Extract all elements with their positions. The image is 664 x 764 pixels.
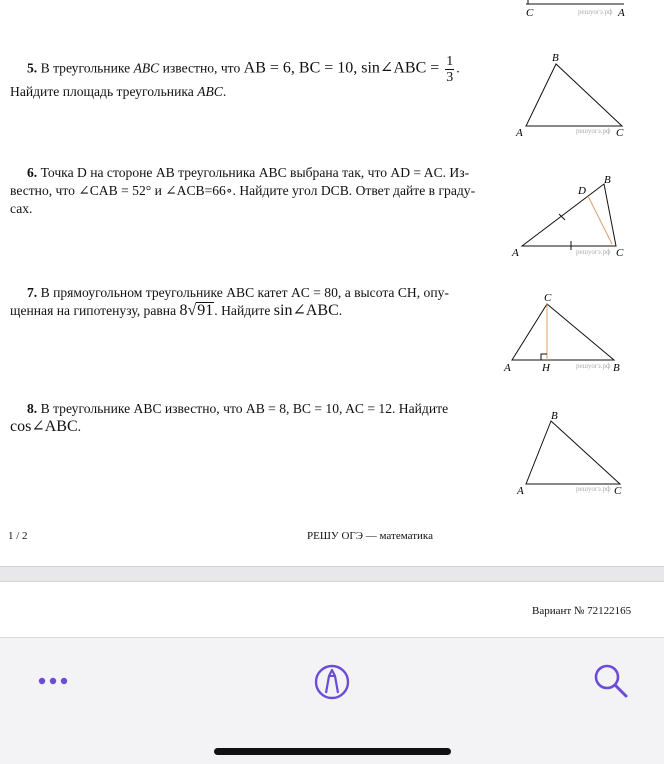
watermark: решуогэ.рф <box>578 8 613 16</box>
page-separator <box>0 566 664 582</box>
vertex-label-c: C <box>614 485 622 497</box>
magnifier-icon <box>592 662 632 702</box>
problem-number: 5. <box>27 60 38 76</box>
vertex-label-a: A <box>512 247 519 259</box>
vertex-label-c: C <box>526 7 534 19</box>
vertex-label-h: H <box>542 362 550 374</box>
problem-7: 7. В прямоугольном треугольнике ABC катет AC = 80, а высота CH, опу- щенная на гипотенузу, равна 8√91. Найдите sin∠ABC. <box>10 285 449 319</box>
vertex-label-d: D <box>578 185 586 197</box>
triangle-figure-6 <box>508 170 632 262</box>
problem-6: 6. Точка D на стороне AB треугольника ABC выбрана так, что AD = AC. Из- вестно, что ∠CAB = 52° и ∠ACB=66∘. Найдите угол DCB. Ответ дайте в граду- сах. <box>10 165 476 216</box>
partial-triangle-figure <box>500 0 650 22</box>
vertex-label-a: A <box>516 127 523 139</box>
vertex-label-c: C <box>544 292 552 304</box>
bottom-toolbar <box>0 637 664 764</box>
ellipsis-icon <box>34 672 74 698</box>
given-values: AB = 6, BC = 10, sin∠ABC = <box>243 59 444 77</box>
watermark: решуогэ.рф <box>576 127 611 135</box>
vertex-label-c: C <box>616 247 624 259</box>
vertex-label-b: B <box>551 410 558 422</box>
watermark: решуогэ.рф <box>576 485 611 493</box>
sqrt-radicand: 91 <box>197 302 214 319</box>
pen-markup-icon <box>312 662 352 702</box>
home-indicator <box>214 748 451 755</box>
vertex-label-a: A <box>517 485 524 497</box>
vertex-label-a: A <box>504 362 511 374</box>
target-expression: cos∠ABC <box>10 418 78 435</box>
triangle-figure-7 <box>500 290 630 376</box>
sqrt-sign: √ <box>187 302 197 319</box>
problem-number: 7. <box>27 285 38 300</box>
vertex-label-b: B <box>552 52 559 64</box>
page-number: 1 / 2 <box>8 530 28 542</box>
vertex-label-c: C <box>616 127 624 139</box>
problem-5: 5. В треугольнике ABC известно, что AB = 6, BC = 10, sin∠ABC = $\frac{1}{3}$ . Найдите площадь треугольника ABC. <box>10 54 460 99</box>
more-button[interactable] <box>34 672 74 698</box>
vertex-label-a: A <box>618 7 625 19</box>
site-name: РЕШУ ОГЭ — математика <box>307 530 433 542</box>
triangle-figure-8 <box>510 405 630 497</box>
watermark: решуогэ.рф <box>576 362 611 370</box>
watermark: решуогэ.рф <box>576 248 611 256</box>
vertex-label-b: B <box>604 174 611 186</box>
variant-number: Вариант № 72122165 <box>532 605 632 617</box>
triangle-figure-5 <box>510 50 630 140</box>
problem-8: 8. В треугольнике ABC известно, что AB = 8, BC = 10, AC = 12. Найдите cos∠ABC. <box>10 401 449 435</box>
fraction: $\frac{1}{3}$ <box>446 54 454 85</box>
target-expression: sin∠ABC <box>273 302 339 319</box>
vertex-label-b: B <box>613 362 620 374</box>
problem-number: 8. <box>27 401 38 416</box>
search-button[interactable] <box>592 662 632 702</box>
markup-button[interactable] <box>312 662 352 702</box>
problem-number: 6. <box>27 165 38 180</box>
